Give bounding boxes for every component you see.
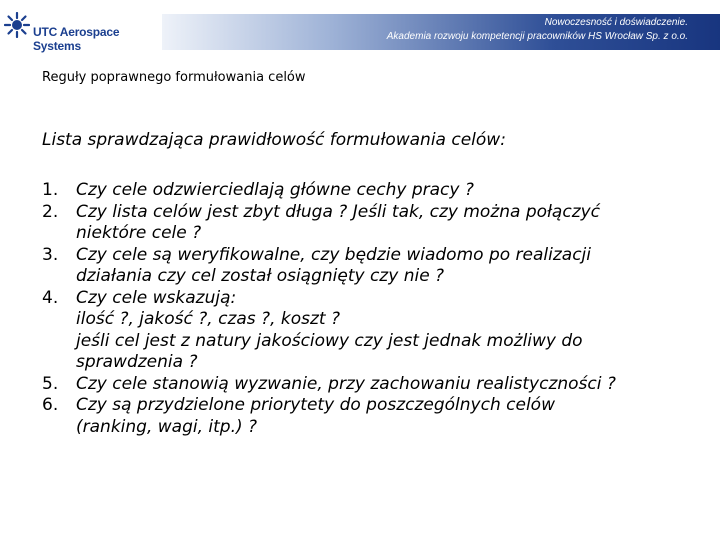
- item-text-line: Czy cele wskazują:: [76, 287, 237, 308]
- item-number: 5.: [42, 373, 59, 394]
- checklist-item: [42, 202, 682, 245]
- checklist-item: [42, 395, 682, 438]
- item-number: 6.: [42, 395, 59, 415]
- banner-tagline-1: Nowoczesność i doświadczenie.: [544, 17, 688, 28]
- item-text-line: (ranking, wagi, itp.) ?: [76, 416, 258, 437]
- banner-tagline-2: Akademia rozwoju kompetencji pracowników HS Wrocław Sp. z o.o.: [386, 31, 688, 42]
- item-text-line: działania czy cel został osiągnięty czy nie ?: [76, 266, 445, 286]
- checklist-item: [42, 180, 682, 202]
- item-text: [76, 180, 682, 202]
- logo-text: UTC Aerospace Systems: [33, 25, 120, 53]
- item-text-line: Czy cele są weryfikowalne, czy będzie wiadomo po realizacji: [76, 244, 591, 265]
- item-text-line: Czy cele stanowią wyzwanie, przy zachowaniu realistyczności ?: [76, 373, 616, 394]
- item-text-line: ilość ?, jakość ?, czas ?, koszt ?: [76, 309, 341, 329]
- item-text-line: niektóre cele ?: [76, 223, 202, 243]
- item-text-line: Czy lista celów jest zbyt długa ? Jeśli tak, czy można połączyć: [76, 201, 601, 222]
- item-text: [76, 245, 682, 288]
- item-text-line: jeśli cel jest z natury jakościowy czy jest jednak możliwy do: [76, 330, 583, 351]
- item-text-line: Czy cele odzwierciedlają główne cechy pracy ?: [76, 180, 474, 200]
- item-text: [76, 288, 682, 374]
- logo: [0, 0, 162, 53]
- checklist: [42, 180, 682, 438]
- item-text-line: sprawdzenia ?: [76, 352, 198, 372]
- item-text: [76, 202, 682, 245]
- item-number: 1.: [42, 180, 59, 200]
- checklist-item: [42, 245, 682, 288]
- item-number: 4.: [42, 287, 59, 308]
- item-text: [76, 395, 682, 438]
- item-number: 3.: [42, 244, 59, 265]
- slide-heading: Lista sprawdzająca prawidłowość formułowania celów:: [42, 130, 506, 150]
- item-number: 2.: [42, 201, 59, 222]
- utc-logo-icon: [4, 12, 30, 38]
- checklist-item: [42, 288, 682, 374]
- item-text-line: Czy są przydzielone priorytety do poszczególnych celów: [76, 395, 555, 415]
- header: [0, 0, 720, 53]
- slide-subtitle: Reguły poprawnego formułowania celów: [42, 70, 306, 85]
- checklist-item: [42, 374, 682, 396]
- item-text: [76, 374, 682, 396]
